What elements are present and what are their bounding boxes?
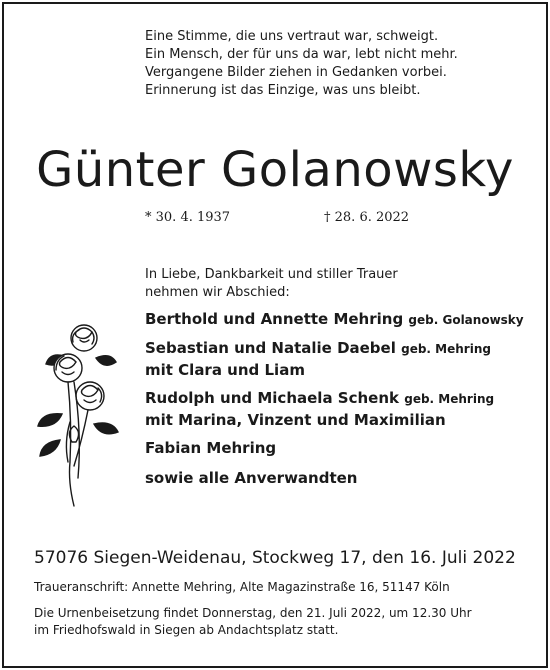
poem-line: Eine Stimme, die uns vertraut war, schweigt. — [145, 29, 439, 44]
family-entry — [145, 468, 545, 489]
funeral-line: im Friedhofswald in Siegen ab Andachtsplatz statt. — [34, 623, 339, 637]
maiden-name: geb. Mehring — [404, 392, 495, 406]
poem-line: Ein Mensch, der für uns da war, lebt nicht mehr. — [145, 47, 458, 62]
family-entry — [145, 438, 545, 459]
funeral-line: Die Urnenbeisetzung findet Donnerstag, den 21. Juli 2022, um 12.30 Uhr — [34, 606, 472, 620]
rose-drawing-icon — [32, 322, 124, 510]
intro-line: nehmen wir Abschied: — [145, 285, 290, 300]
poem-line: Erinnerung ist das Einzige, was uns bleibt. — [145, 83, 421, 98]
poem — [145, 28, 525, 100]
poem-line: Vergangene Bilder ziehen in Gedanken vorbei. — [145, 65, 447, 80]
mourning-address: Traueranschrift: Annette Mehring, Alte Magazinstraße 16, 51147 Köln — [34, 580, 450, 594]
funeral-notice — [34, 605, 472, 639]
mourners-list — [145, 309, 545, 489]
family-names: Sebastian und Natalie Daebel — [145, 339, 396, 357]
family-entry — [145, 388, 545, 431]
family-entry — [145, 338, 545, 381]
intro-line: In Liebe, Dankbarkeit und stiller Trauer — [145, 267, 398, 282]
family-names: sowie alle Anverwandten — [145, 469, 358, 487]
farewell-intro — [145, 266, 398, 302]
death-date: † 28. 6. 2022 — [324, 210, 410, 225]
family-names: Rudolph und Michaela Schenk — [145, 389, 399, 407]
deceased-name: Günter Golanowsky — [36, 142, 514, 198]
obituary-card — [2, 2, 548, 668]
family-names: Fabian Mehring — [145, 439, 277, 457]
birth-date: * 30. 4. 1937 — [145, 210, 231, 225]
family-entry — [145, 309, 545, 331]
maiden-name: geb. Mehring — [401, 342, 491, 356]
maiden-name: geb. Golanowsky — [408, 313, 524, 327]
family-children: mit Marina, Vinzent und Maximilian — [145, 411, 446, 429]
place-and-date: 57076 Siegen-Weidenau, Stockweg 17, den 16. Juli 2022 — [34, 548, 516, 568]
family-names: Berthold und Annette Mehring — [145, 310, 404, 328]
family-children: mit Clara und Liam — [145, 361, 305, 379]
